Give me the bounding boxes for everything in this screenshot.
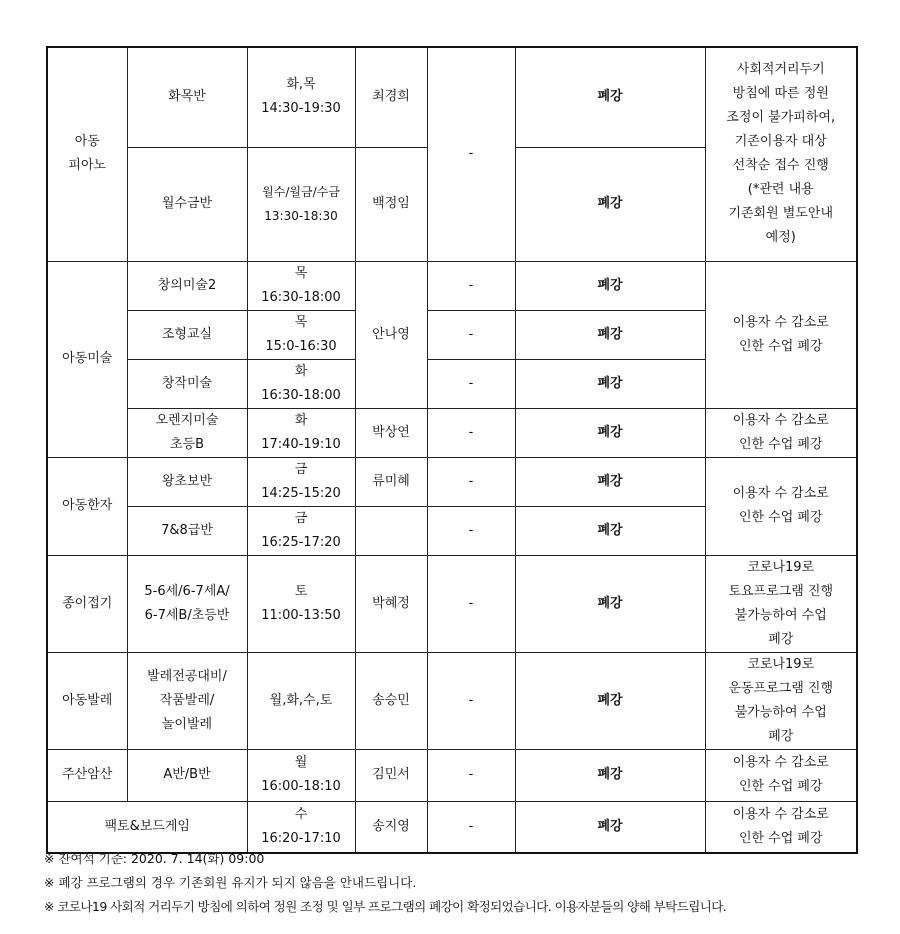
table-row <box>47 457 857 506</box>
time-cell: 화 17:40-19:10 <box>247 408 355 457</box>
program-status-table <box>46 46 858 854</box>
seats-cell: - <box>427 261 515 310</box>
seats-cell: - <box>427 555 515 652</box>
class-name-cell: 창의미술2 <box>127 261 247 310</box>
category-cell: 아동미술 <box>47 261 127 457</box>
status-cell: 폐강 <box>515 506 705 555</box>
note-cell: 코로나19로 운동프로그램 진행 불가능하여 수업 폐강 <box>705 652 857 749</box>
status-cell: 폐강 <box>515 457 705 506</box>
table-row <box>47 749 857 801</box>
category-cell: 아동한자 <box>47 457 127 555</box>
status-cell: 폐강 <box>515 652 705 749</box>
time-cell: 토 11:00-13:50 <box>247 555 355 652</box>
category-cell: 종이접기 <box>47 555 127 652</box>
time-cell: 월 16:00-18:10 <box>247 749 355 801</box>
seats-cell: - <box>427 310 515 359</box>
table-row <box>47 261 857 310</box>
time-cell: 목 15:0-16:30 <box>247 310 355 359</box>
status-cell: 폐강 <box>515 555 705 652</box>
seats-cell: - <box>427 801 515 853</box>
class-name-cell: 7&8급반 <box>127 506 247 555</box>
time-cell: 화,목 14:30-19:30 <box>247 47 355 147</box>
table-row <box>47 47 857 147</box>
class-name-cell: 조형교실 <box>127 310 247 359</box>
class-name-cell: 발레전공대비/ 작품발레/ 놀이발레 <box>127 652 247 749</box>
teacher-cell: 박혜정 <box>355 555 427 652</box>
footnotes <box>44 847 726 919</box>
status-cell: 폐강 <box>515 47 705 147</box>
seats-cell: - <box>427 359 515 408</box>
teacher-cell <box>355 506 427 555</box>
seats-cell: - <box>427 47 515 261</box>
table-row <box>47 801 857 853</box>
category-cell: 주산암산 <box>47 749 127 801</box>
note-cell: 이용자 수 감소로 인한 수업 폐강 <box>705 801 857 853</box>
class-name-cell: 월수금반 <box>127 147 247 261</box>
category-cell: 아동발레 <box>47 652 127 749</box>
category-cell: 팩토&보드게임 <box>47 801 247 853</box>
time-cell: 월수/월금/수금 13:30-18:30 <box>247 147 355 261</box>
status-cell: 폐강 <box>515 359 705 408</box>
class-name-cell: 5-6세/6-7세A/ 6-7세B/초등반 <box>127 555 247 652</box>
table-row <box>47 555 857 652</box>
seats-cell: - <box>427 652 515 749</box>
seats-cell: - <box>427 506 515 555</box>
note-cell: 이용자 수 감소로 인한 수업 폐강 <box>705 408 857 457</box>
time-cell: 금 14:25-15:20 <box>247 457 355 506</box>
note-cell: 이용자 수 감소로 인한 수업 폐강 <box>705 749 857 801</box>
status-cell: 폐강 <box>515 749 705 801</box>
time-cell: 화 16:30-18:00 <box>247 359 355 408</box>
teacher-cell: 안나영 <box>355 261 427 408</box>
status-cell: 폐강 <box>515 310 705 359</box>
class-name-cell: 오렌지미술 초등B <box>127 408 247 457</box>
status-cell: 폐강 <box>515 801 705 853</box>
time-cell: 목 16:30-18:00 <box>247 261 355 310</box>
seats-cell: - <box>427 749 515 801</box>
footnote: ※ 잔여석 기준: 2020. 7. 14(화) 09:00 <box>44 851 265 866</box>
table-row <box>47 408 857 457</box>
class-name-cell: A반/B반 <box>127 749 247 801</box>
time-cell: 월,화,수,토 <box>247 652 355 749</box>
footnote: ※ 폐강 프로그램의 경우 기존회원 유지가 되지 않음을 안내드립니다. <box>44 875 417 890</box>
time-cell: 수 16:20-17:10 <box>247 801 355 853</box>
status-cell: 폐강 <box>515 147 705 261</box>
class-name-cell: 왕초보반 <box>127 457 247 506</box>
teacher-cell: 최경희 <box>355 47 427 147</box>
class-name-cell: 창작미술 <box>127 359 247 408</box>
teacher-cell: 백정임 <box>355 147 427 261</box>
status-cell: 폐강 <box>515 408 705 457</box>
seats-cell: - <box>427 408 515 457</box>
footnote: ※ 코로나19 사회적 거리두기 방침에 의하여 정원 조정 및 일부 프로그램의 폐강이 확정되었습니다. 이용자분들의 양해 부탁드립니다. <box>44 899 727 914</box>
seats-cell: - <box>427 457 515 506</box>
teacher-cell: 송지영 <box>355 801 427 853</box>
note-cell: 이용자 수 감소로 인한 수업 폐강 <box>705 261 857 408</box>
time-cell: 금 16:25-17:20 <box>247 506 355 555</box>
teacher-cell: 김민서 <box>355 749 427 801</box>
note-cell: 코로나19로 토요프로그램 진행 불가능하여 수업 폐강 <box>705 555 857 652</box>
category-cell: 아동 피아노 <box>47 47 127 261</box>
teacher-cell: 류미혜 <box>355 457 427 506</box>
teacher-cell: 송승민 <box>355 652 427 749</box>
status-cell: 폐강 <box>515 261 705 310</box>
teacher-cell: 박상연 <box>355 408 427 457</box>
note-cell: 사회적거리두기 방침에 따른 정원 조정이 불가피하여, 기존이용자 대상 선착순 접수 진행 (*관련 내용 기존회원 별도안내 예정) <box>705 47 857 261</box>
class-name-cell: 화목반 <box>127 47 247 147</box>
note-cell: 이용자 수 감소로 인한 수업 폐강 <box>705 457 857 555</box>
table-row <box>47 652 857 749</box>
